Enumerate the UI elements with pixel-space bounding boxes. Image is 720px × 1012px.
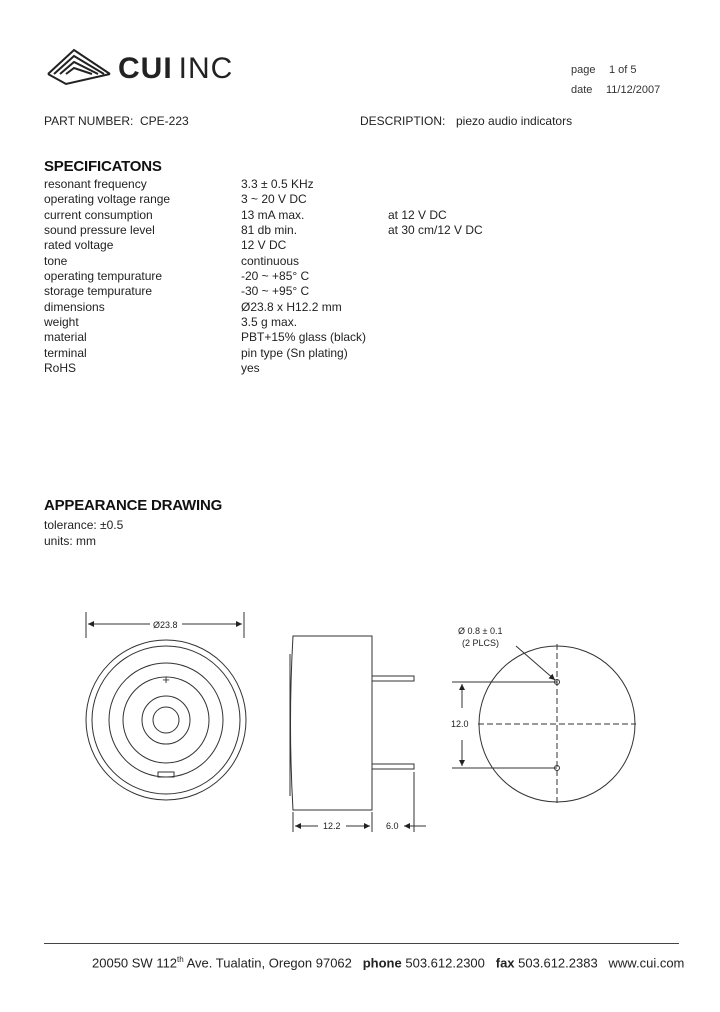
spec-name: terminal: [44, 346, 87, 360]
spec-value: Ø23.8 x H12.2 mm: [241, 300, 342, 314]
description-label: DESCRIPTION:: [360, 114, 446, 128]
front-view: [86, 612, 246, 800]
company-name-light: INC: [178, 52, 234, 85]
spec-name: resonant frequency: [44, 177, 147, 191]
pin-count-label: (2 PLCS): [462, 638, 500, 648]
footer-fax-value: 503.612.2383: [518, 955, 598, 971]
height-label: 12.2: [323, 821, 341, 831]
spec-name: tone: [44, 254, 68, 268]
pin-spacing-label: 12.0: [451, 719, 469, 729]
footer-fax-label: fax: [495, 955, 515, 971]
footer-address: 20050 SW 112: [92, 955, 178, 971]
footer-website-link[interactable]: www.cui.com: [608, 955, 685, 971]
spec-name: operating tempurature: [44, 269, 163, 283]
spec-value: -20 ~ +85° C: [241, 269, 310, 283]
spec-name: storage tempurature: [44, 284, 153, 298]
spec-value: yes: [241, 361, 260, 375]
description-value: piezo audio indicators: [456, 114, 573, 128]
spec-value: pin type (Sn plating): [241, 346, 348, 360]
page-value: 1 of 5: [609, 64, 637, 76]
spec-name: operating voltage range: [44, 192, 171, 206]
appearance-drawing: [0, 600, 720, 840]
pin-diameter-label: Ø 0.8 ± 0.1: [458, 626, 503, 636]
tolerance-text: tolerance: ±0.5: [44, 518, 124, 532]
spec-value: 13 mA max.: [241, 208, 305, 222]
part-number-value: CPE-223: [140, 114, 189, 128]
spec-value: -30 ~ +95° C: [241, 284, 310, 298]
footer-contact: [92, 955, 684, 970]
spec-name: material: [44, 330, 87, 344]
part-number-label: PART NUMBER:: [44, 114, 134, 128]
plus-mark: +: [162, 672, 170, 687]
spec-name: rated voltage: [44, 238, 114, 252]
date-label: date: [571, 84, 593, 96]
spec-name: dimensions: [44, 300, 105, 314]
spec-value: PBT+15% glass (black): [241, 330, 367, 344]
date-value: 11/12/2007: [606, 84, 661, 96]
spec-value: continuous: [241, 254, 300, 268]
spec-note: at 30 cm/12 V DC: [388, 223, 483, 237]
footer-phone-value: 503.612.2300: [405, 955, 485, 971]
company-name: [118, 52, 233, 86]
company-name-bold: CUI: [118, 52, 173, 85]
spec-name: weight: [44, 315, 79, 329]
pin-length-label: 6.0: [386, 821, 399, 831]
units-text: units: mm: [44, 534, 97, 548]
spec-name: sound pressure level: [44, 223, 155, 237]
footer-phone-label: phone: [362, 955, 402, 971]
footer-divider: [44, 943, 679, 944]
spec-value: 3 ~ 20 V DC: [241, 192, 307, 206]
spec-name: RoHS: [44, 361, 77, 375]
company-logo-icon: [44, 44, 114, 88]
footer-address-sup: th: [177, 955, 184, 964]
specifications-title: SPECIFICATONS: [44, 158, 162, 175]
footer-address-rest: Ave. Tualatin, Oregon 97062: [183, 955, 352, 971]
spec-value: 3.3 ± 0.5 KHz: [241, 177, 314, 191]
appearance-title: APPEARANCE DRAWING: [44, 497, 223, 514]
diameter-label: Ø23.8: [153, 620, 178, 630]
page-label: page: [571, 64, 596, 76]
side-view: [290, 636, 426, 832]
rear-view: [452, 644, 636, 804]
spec-note: at 12 V DC: [388, 208, 447, 222]
spec-value: 81 db min.: [241, 223, 298, 237]
spec-value: 3.5 g max.: [241, 315, 298, 329]
spec-name: current consumption: [44, 208, 153, 222]
spec-value: 12 V DC: [241, 238, 287, 252]
